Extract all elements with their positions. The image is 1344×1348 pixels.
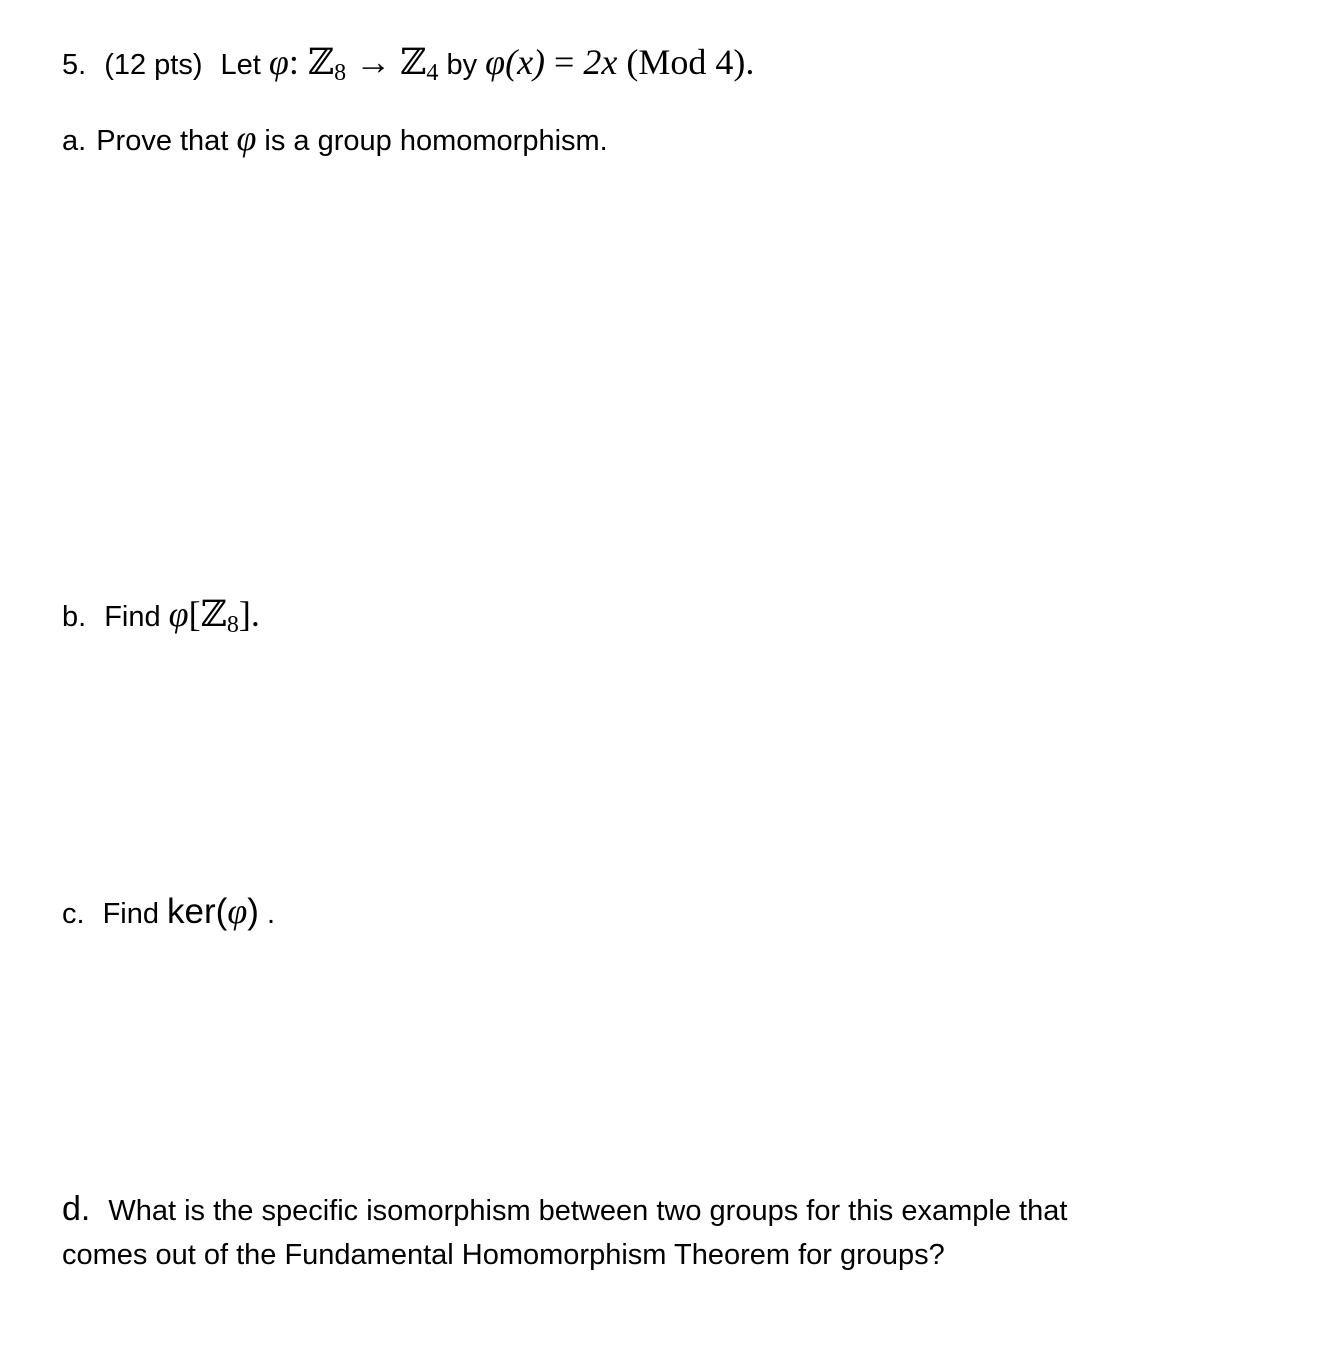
part-a-text-after: is a group homomorphism. — [264, 125, 608, 157]
domain-subscript: 8 — [334, 60, 347, 86]
arrow-symbol: → — [355, 42, 392, 82]
group-subscript: 8 — [226, 612, 239, 638]
by-text: by — [446, 49, 478, 81]
map-rhs: 2x — [583, 42, 618, 82]
phi-symbol: φ — [227, 891, 248, 931]
phi-symbol: φ — [168, 594, 189, 634]
part-d-line1 — [62, 1192, 1067, 1226]
phi-symbol: φ — [268, 42, 289, 82]
codomain-group: ℤ — [400, 42, 427, 82]
part-d-line2 — [62, 1241, 945, 1270]
problem-number: 5. — [62, 49, 87, 81]
part-b-label: b. — [62, 601, 87, 633]
mod-text: (Mod 4). — [626, 42, 755, 82]
map-lhs: φ(x) — [485, 42, 546, 82]
domain-group: ℤ — [307, 42, 335, 82]
image-expression — [168, 594, 260, 638]
codomain-subscript: 4 — [426, 60, 439, 86]
part-b — [62, 594, 260, 638]
map-formula — [485, 42, 754, 82]
part-a-label: a. — [62, 125, 87, 157]
problem-statement — [62, 42, 755, 86]
kernel-expression — [167, 892, 259, 931]
ker-open: ker( — [167, 892, 228, 931]
equals-sign: = — [554, 42, 575, 82]
bracket-close: ]. — [238, 594, 260, 634]
bracket-open: [ — [188, 594, 201, 634]
colon: : — [288, 42, 299, 82]
part-b-text: Find — [104, 601, 161, 633]
part-c-label: c. — [62, 898, 85, 930]
part-d-text-line2: comes out of the Fundamental Homomorphism Theorem for groups? — [62, 1239, 945, 1271]
part-c — [62, 893, 275, 929]
part-a — [62, 120, 608, 156]
part-d-label: d. — [62, 1190, 91, 1228]
part-d-text-line1: What is the specific isomorphism between two groups for this example that — [108, 1195, 1068, 1227]
map-definition — [268, 42, 439, 86]
phi-symbol: φ — [236, 118, 257, 158]
group-symbol: ℤ — [200, 594, 227, 634]
intro-text: Let — [220, 49, 261, 81]
ker-close: ) — [247, 892, 259, 931]
part-c-text: Find — [102, 898, 159, 930]
part-a-text-before: Prove that — [96, 125, 229, 157]
problem-points: (12 pts) — [104, 49, 203, 81]
part-c-end: . — [266, 898, 276, 930]
